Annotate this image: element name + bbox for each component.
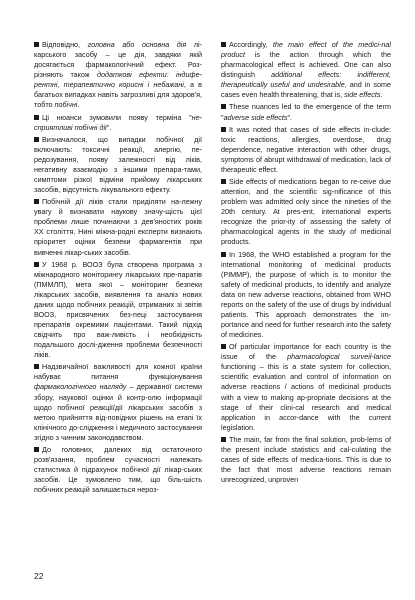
- english-text-column: [221, 40, 391, 487]
- italic-term: не-сприятливі побічні дії: [34, 112, 202, 132]
- text-run: It was noted that cases of side effects in-clude: toxic reactions, allergies, overdose, drug dependence, negative interaction with other drugs, symptoms of abrupt withdrawal of medication, lack of therapeutic effect.: [221, 124, 391, 174]
- text-run: – державної системи збору, наукової оцінки й контр-олю інформації щодо побічної реакції/дії лікарських засобів з метою прийняття від-повідних рішень на етапі їх клінічного до-слідження і медичного застосування згідно з чинним законодавством.: [34, 382, 202, 442]
- text-run: ".: [106, 122, 112, 132]
- paragraph: [221, 102, 391, 122]
- square-bullet-icon: [34, 137, 39, 142]
- paragraph: [221, 125, 391, 175]
- paragraph: [34, 40, 202, 110]
- italic-term: pharmacological surveil-lance: [287, 352, 391, 362]
- text-run: .: [77, 100, 80, 110]
- square-bullet-icon: [221, 42, 226, 47]
- text-run: Accordingly,: [229, 40, 273, 49]
- text-run: , and in some cases even health threatening, that is,: [221, 80, 392, 100]
- paragraph: [34, 113, 202, 133]
- square-bullet-icon: [221, 344, 226, 349]
- paragraph: [34, 135, 202, 195]
- text-run: ".: [287, 112, 293, 122]
- italic-term: additional effects: indifferent, therapeutically useful and undesirable: [221, 70, 391, 90]
- text-run: До головних, далеких від остаточного розв'язання, проблем сучасності належать статистика й підрахунок побічної дії лікар-ських засобів. Це зумовлено тим, що біль-шість побічних реакцій залишається нероз-: [34, 444, 202, 495]
- italic-term: побічні: [54, 100, 78, 110]
- italic-term: фармакологічного нагляду: [34, 382, 127, 392]
- text-run: Визначалося, що випадки побічної дії включають: токсичні реакції, алергію, пе-редозування, появу залежності від ліків, негативну взаємодію з іншими препара-тами, симптоми різкої відміни прийому лікарських засобів, відсутність лікувального ефекту.: [34, 134, 202, 195]
- square-bullet-icon: [34, 42, 39, 47]
- text-run: is the action through which the pharmacological effect is achieved. One can also distinguish: [221, 50, 391, 80]
- text-run: These nuances led to the emergence of the term ": [221, 102, 391, 122]
- paragraph: [34, 197, 202, 257]
- italic-term: головна або основна дія: [87, 40, 187, 49]
- text-run: лі-карського засобу – це дія, завдяки якій досягається фармакологічний ефект. Роз-різняють також: [34, 40, 203, 80]
- ukrainian-text-column: [34, 40, 202, 497]
- square-bullet-icon: [34, 199, 39, 204]
- paragraph: [34, 260, 202, 360]
- square-bullet-icon: [221, 437, 226, 442]
- square-bullet-icon: [221, 127, 226, 132]
- paragraph: [221, 250, 391, 340]
- italic-term: adverse side effects: [223, 112, 288, 122]
- text-run: Of particular importance for each country is the issue of the: [221, 342, 391, 362]
- paragraph: [34, 362, 202, 442]
- text-run: Побічній дії ліків стали приділяти на-лежну увагу й визнавати наукову значу-щість цієї проблеми лише починаючи з дев'яностих років XX століття. Нині міжна-родні експерти визнають пріоритет оцінки безпеки фармагентів при вивченні лікар-ських засобів.: [34, 197, 202, 257]
- text-run: Ці нюанси зумовили появу терміна ": [42, 112, 192, 122]
- text-run: , а в багатьох випадках навіть загрозливі для здоров'я, тобто: [34, 80, 202, 110]
- text-run: Side effects of medications began to re-ceive due attention, and the scientific sig-nificance of this problem was admitted only since the nineties of the 20th century. At pres-ent, international experts recognize the prior-ity of assessing the safety of pharmacological agents in the study of medicinal products.: [221, 177, 391, 247]
- text-run: Надзвичайної важливості для кожної країни набуває питання функціонування: [34, 362, 202, 382]
- text-run: Відповідно,: [42, 40, 88, 49]
- paragraph: [221, 177, 391, 247]
- paragraph: [34, 445, 202, 495]
- square-bullet-icon: [34, 262, 39, 267]
- page-number: 22: [34, 571, 44, 581]
- text-run: functioning – this is a state system for collection, scientific evaluation and control of information on adverse reactions / actions of medicinal products with a view to making ap-propriate decisions at the stage of their clini-cal research and medical application in accor-dance with the current legislation.: [221, 362, 391, 432]
- paragraph: [221, 342, 391, 432]
- square-bullet-icon: [221, 179, 226, 184]
- text-run: The main, far from the final solution, prob-lems of the present include statistics and cal-culating the cases of side effects of medica-tions. This is due to the fact that most adverse reactions remain unrecognized, unproven: [221, 434, 391, 485]
- italic-term: the main effect of the medici-nal product: [221, 40, 391, 60]
- text-run: У 1968 р. ВООЗ була створена програма з міжнародного моніторингу лікарських пре-паратів (ПММЛП), мета якої – моніторинг безпеки лікарських засобів, виявлення та аналіз нових даних щодо побічних реакцій, отриманих зі звітів ВООЗ, присвячених без-пеці застосування препаратів окремими пацієнтами. Такий підхід свідчить про важ-ливість і необхідність подальшого дослі-дження проблеми безпечності ліків.: [34, 259, 202, 360]
- square-bullet-icon: [221, 104, 226, 109]
- paragraph: [221, 40, 391, 100]
- square-bullet-icon: [34, 447, 39, 452]
- square-bullet-icon: [221, 252, 226, 257]
- text-run: .: [380, 90, 383, 100]
- italic-term: додаткові ефекти: індифе-рентні, терапевтично корисні і небажані: [34, 70, 202, 90]
- square-bullet-icon: [34, 115, 39, 120]
- square-bullet-icon: [34, 364, 39, 369]
- italic-term: side effects: [344, 90, 381, 100]
- text-run: In 1968, the WHO established a program for the international monitoring of medicinal products (PIMMP), the purpose of which is to monitor the safety of medicinal products, to identify and analyze data on new adverse reactions, obtained from WHO reports on the safety of the use of drugs by individual patients. This approach demonstrates the im-portance and need for further research into the safety of medicines.: [221, 249, 391, 340]
- paragraph: [221, 435, 391, 485]
